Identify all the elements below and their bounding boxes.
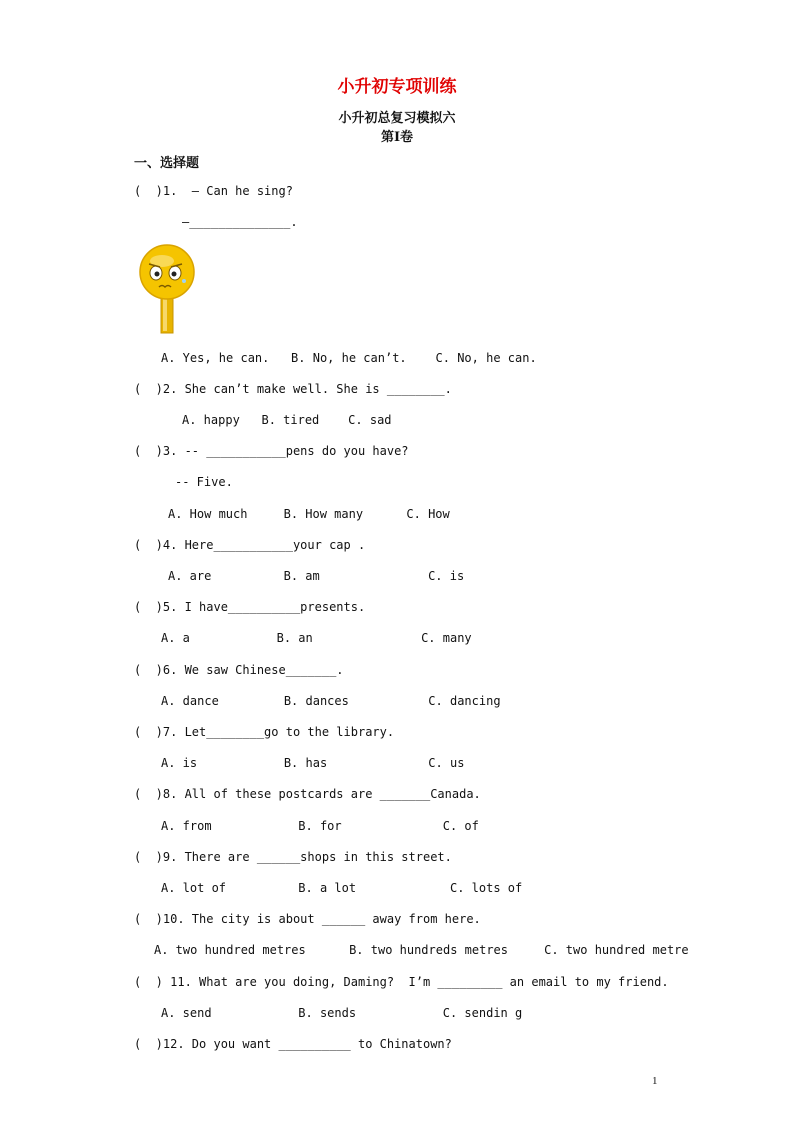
question-3-answer-line: -- Five. (175, 475, 233, 489)
page-title: 小升初专项训练 (337, 77, 457, 97)
section-heading: 一、选择题 (134, 156, 200, 171)
question-6-options: A. dance B. dances C. dancing (161, 694, 501, 708)
question-1-answer-line: —______________. (182, 215, 298, 229)
question-9-options: A. lot of B. a lot C. lots of (161, 881, 523, 895)
question-1-options: A. Yes, he can. B. No, he can’t. C. No, he can. (161, 351, 537, 365)
worried-lollipop-icon (138, 243, 198, 335)
question-8-stem: ( )8. All of these postcards are _______Canada. (134, 787, 481, 801)
question-2-options: A. happy B. tired C. sad (182, 413, 392, 427)
question-5-options: A. a B. an C. many (161, 631, 472, 645)
question-9-stem: ( )9. There are ______shops in this street. (134, 850, 452, 864)
question-7-stem: ( )7. Let________go to the library. (134, 725, 395, 739)
exam-volume: 第Ⅰ卷 (380, 130, 414, 145)
question-1-stem: ( )1. — Can he sing? (134, 184, 293, 198)
question-10-stem: ( )10. The city is about ______ away from here. (134, 912, 481, 926)
question-12-stem: ( )12. Do you want __________ to Chinatown? (134, 1037, 452, 1051)
question-8-options: A. from B. for C. of (161, 819, 479, 833)
question-3-options: A. How much B. How many C. How (168, 507, 450, 521)
question-6-stem: ( )6. We saw Chinese_______. (134, 663, 344, 677)
question-11-options: A. send B. sends C. sendin g (161, 1006, 523, 1020)
question-11-stem: ( ) 11. What are you doing, Daming? I’m _________ an email to my friend. (134, 975, 669, 989)
page-number: 1 (652, 1075, 658, 1087)
exam-subtitle: 小升初总复习模拟六 (338, 111, 456, 126)
question-3-stem: ( )3. -- ___________pens do you have? (134, 444, 409, 458)
question-2-stem: ( )2. She can’t make well. She is ________. (134, 382, 452, 396)
question-4-stem: ( )4. Here___________your cap . (134, 538, 366, 552)
question-7-options: A. is B. has C. us (161, 756, 465, 770)
question-5-stem: ( )5. I have__________presents. (134, 600, 366, 614)
question-10-options: A. two hundred metres B. two hundreds metres C. two hundred metre (154, 943, 689, 957)
question-4-options: A. are B. am C. is (168, 569, 465, 583)
